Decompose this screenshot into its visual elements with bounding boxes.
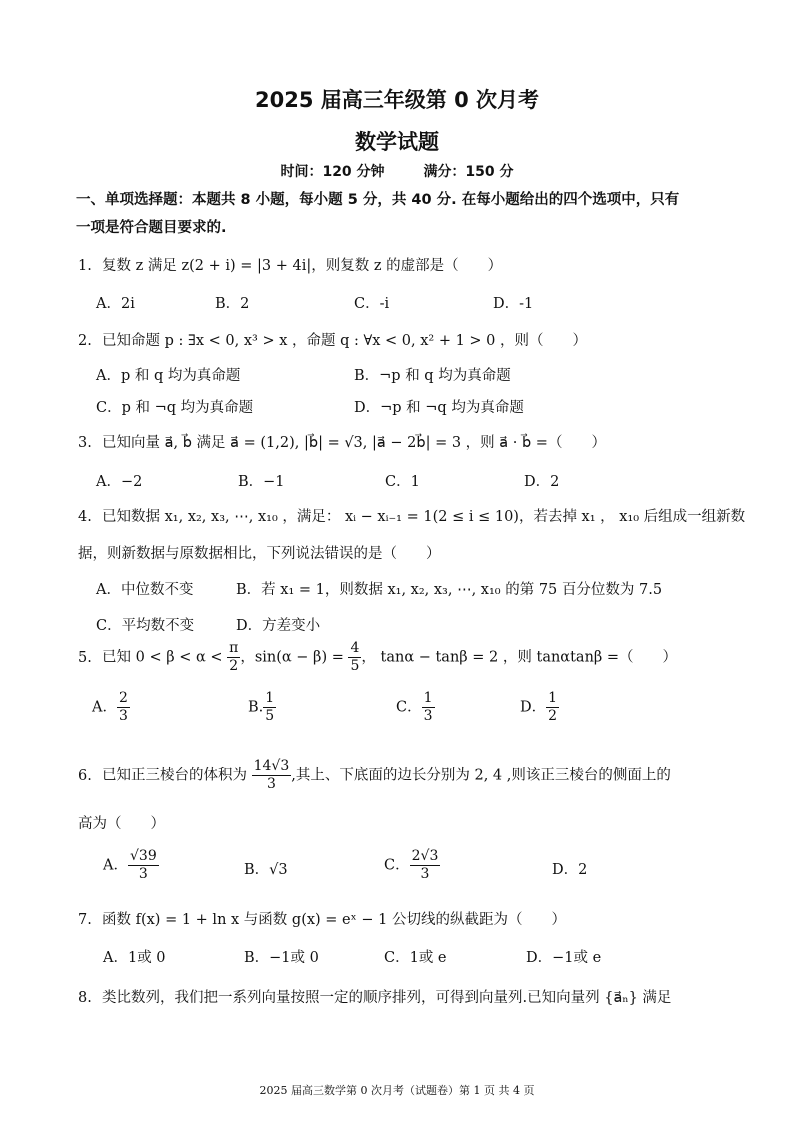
q7-option-b: B．−1或 0	[244, 950, 319, 966]
page-footer: 2025 届高三数学第 0 次月考（试题卷）第 1 页 共 4 页	[259, 1084, 535, 1097]
q2-option-c: C．p 和 ¬q 均为真命题	[96, 400, 254, 416]
fraction	[128, 848, 159, 883]
exam-title: 2025 届高三年级第 0 次月考	[255, 88, 539, 112]
option-label: D．	[520, 699, 547, 716]
fraction	[252, 758, 292, 793]
numerator: π	[229, 640, 239, 656]
q6-option-c	[384, 848, 440, 883]
option-value: 2	[578, 862, 588, 878]
option-label: C．	[384, 857, 410, 874]
denominator: 2	[548, 708, 558, 724]
fraction	[422, 690, 435, 725]
q3-option-d: D．2	[524, 474, 560, 490]
question-text: 已知数据 x₁, x₂, x₃, ⋯, x₁₀ ，满足： xᵢ − xᵢ₋₁ = 1(2 ≤ i ≤ 10)，若去掉 x₁ ， x₁₀ 后组成一组新数	[102, 509, 746, 525]
question-text: 函数 f(x) = 1 + ln x 与函数 g(x) = eˣ − 1 公切线的纵截距为（ ）	[102, 912, 566, 928]
question-text: 已知正三棱台的体积为	[102, 767, 247, 784]
q5-option-a	[92, 690, 130, 725]
option-label: D．	[552, 862, 579, 878]
option-value: √3	[269, 862, 288, 878]
question-number: 1.	[78, 258, 92, 274]
q2-option-a: A．p 和 q 均为真命题	[96, 368, 241, 384]
q1-option-c: C．-i	[354, 296, 390, 312]
q3-option-b: B．−1	[238, 474, 285, 490]
numerator: 1	[548, 690, 558, 706]
denominator: 3	[423, 708, 433, 724]
q6-option-d	[552, 858, 587, 879]
question-number: 6.	[78, 767, 92, 784]
question-6	[78, 758, 728, 793]
q6-option-a	[103, 848, 159, 883]
numerator: 1	[423, 690, 433, 706]
question-text: 类比数列，我们把一系列向量按照一定的顺序排列，可得到向量列.已知向量列 {a⃗ₙ} 满足	[102, 990, 672, 1006]
denominator: 3	[118, 708, 128, 724]
q1-option-a: A．2i	[96, 296, 135, 312]
option-label: C．	[396, 699, 422, 716]
denominator: 2	[229, 658, 239, 674]
q7-option-a: A．1或 0	[103, 950, 166, 966]
numerator: √39	[129, 848, 157, 864]
q7-option-c: C．1或 e	[384, 950, 447, 966]
question-text: 复数 z 满足 z(2 + i) = |3 + 4i|，则复数 z 的虚部是（ ）	[102, 258, 503, 274]
denominator: 3	[138, 866, 148, 882]
fraction	[410, 848, 441, 883]
q4-option-b: B．若 x₁ = 1，则数据 x₁, x₂, x₃, ⋯, x₁₀ 的第 75 百分位数为 7.5	[236, 582, 663, 598]
score-info: 满分：150 分	[423, 164, 514, 180]
q5-option-b	[248, 690, 276, 725]
q1-option-d: D．-1	[493, 296, 534, 312]
numerator: 14√3	[253, 758, 290, 774]
question-number: 7.	[78, 912, 92, 928]
numerator: 1	[265, 690, 275, 706]
denominator: 3	[266, 776, 276, 792]
question-number: 3.	[78, 435, 92, 451]
section-heading-line1: 一、单项选择题：本题共 8 小题，每小题 5 分，共 40 分. 在每小题给出的四个选项中，只有	[76, 192, 680, 208]
question-1	[78, 254, 728, 275]
denominator: 3	[420, 866, 430, 882]
question-8	[78, 986, 728, 1007]
q5-option-c	[396, 690, 435, 725]
question-2	[78, 329, 728, 350]
q6-option-b	[244, 858, 288, 879]
question-7	[78, 908, 728, 929]
question-text: 已知向量 a⃗, b⃗ 满足 a⃗ = (1,2), |b⃗| = √3, |a⃗ − 2b⃗| = 3 ，则 a⃗ · b⃗ =（ ）	[102, 435, 606, 451]
q1-option-b: B．2	[215, 296, 250, 312]
exam-meta	[0, 161, 794, 181]
fraction	[117, 690, 130, 725]
question-number: 4.	[78, 509, 92, 525]
q4-option-d: D．方差变小	[236, 618, 321, 634]
question-text: ,其上、下底面的边长分别为 2, 4 ,则该正三棱台的侧面上的	[291, 767, 671, 784]
q3-option-c: C．1	[385, 474, 420, 490]
option-label: A．	[103, 857, 128, 874]
q2-option-d: D．¬p 和 ¬q 均为真命题	[354, 400, 524, 416]
question-5	[78, 640, 728, 675]
question-number: 5.	[78, 649, 92, 666]
exam-subtitle: 数学试题	[355, 130, 439, 154]
section-heading-line2: 一项是符合题目要求的.	[76, 220, 227, 236]
question-text: 已知 0 < β < α <	[102, 649, 223, 666]
question-text: ，sin(α − β) =	[240, 649, 344, 666]
fraction	[227, 640, 240, 675]
denominator: 5	[350, 658, 360, 674]
question-4	[78, 505, 746, 526]
q4-option-c: C．平均数不变	[96, 618, 195, 634]
numerator: 2	[118, 690, 128, 706]
question-text: ， tanα − tanβ = 2 ，则 tanαtanβ =（ ）	[361, 649, 678, 666]
question-number: 8.	[78, 990, 92, 1006]
denominator: 5	[265, 708, 275, 724]
section-heading	[76, 186, 726, 242]
q2-option-b: B．¬p 和 q 均为真命题	[354, 368, 511, 384]
numerator: 4	[350, 640, 360, 656]
option-label: B．	[244, 862, 270, 878]
q4-option-a: A．中位数不变	[96, 582, 194, 598]
question-4-continued: 据，则新数据与原数据相比，下列说法错误的是（ ）	[78, 546, 441, 562]
option-label: A．	[92, 699, 117, 716]
question-6-continued: 高为（ ）	[78, 816, 165, 832]
question-text: 已知命题 p : ∃x < 0, x³ > x ，命题 q : ∀x < 0, x² + 1 > 0 ，则（ ）	[102, 333, 588, 349]
option-label: B.	[248, 699, 264, 716]
q5-option-d	[520, 690, 559, 725]
q3-option-a: A．−2	[96, 474, 143, 490]
fraction	[348, 640, 361, 675]
time-info: 时间：120 分钟	[280, 164, 385, 180]
question-3	[78, 431, 728, 452]
fraction	[546, 690, 559, 725]
numerator: 2√3	[411, 848, 439, 864]
question-number: 2.	[78, 333, 92, 349]
q7-option-d: D．−1或 e	[526, 950, 602, 966]
fraction	[263, 690, 276, 725]
